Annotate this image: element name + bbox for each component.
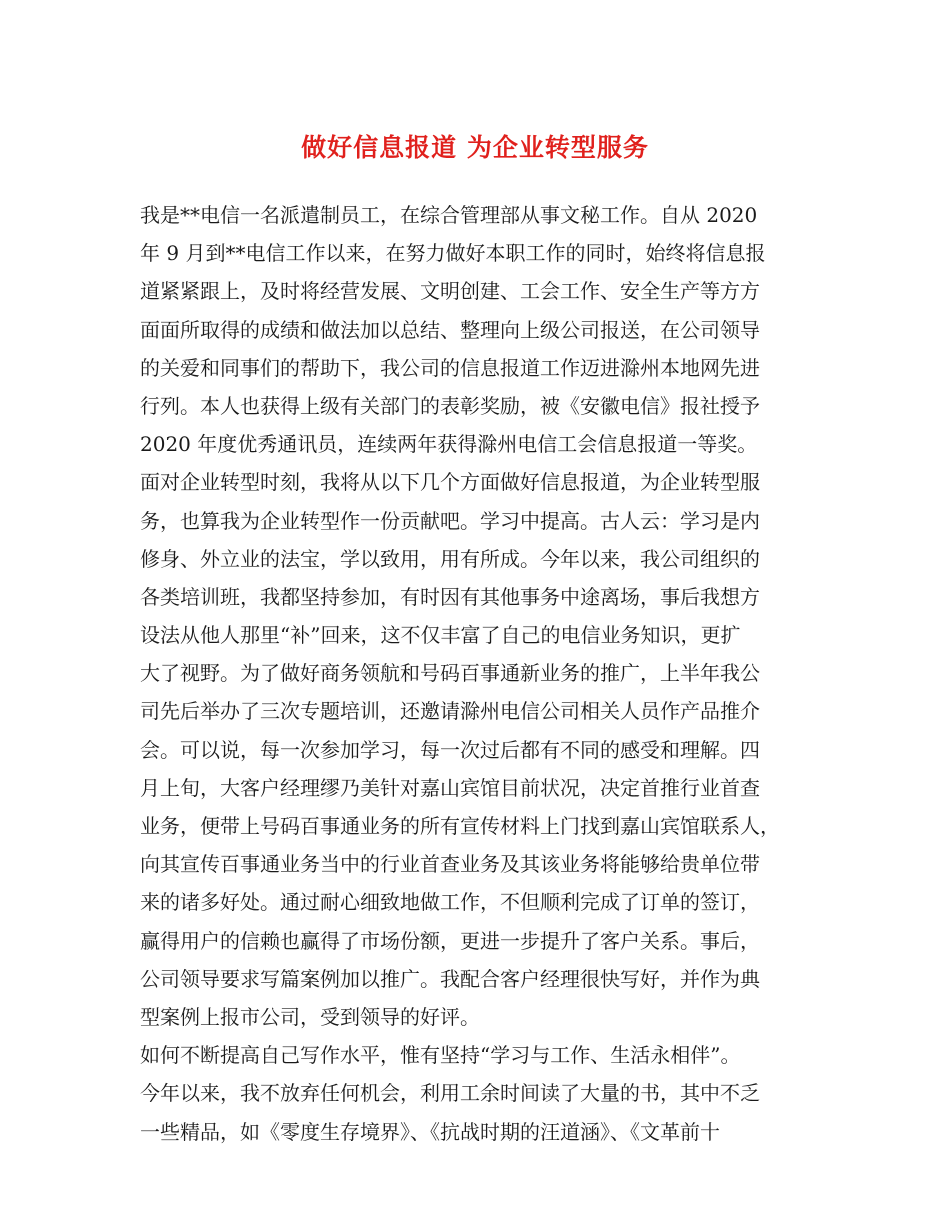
paragraph-line: 向其宣传百事通业务当中的行业首查业务及其该业务将能够给贵单位带 <box>140 852 760 877</box>
paragraph-line: 各类培训班，我都坚持参加，有时因有其他事务中途离场，事后我想方 <box>140 584 760 609</box>
paragraph-line: 大了视野。为了做好商务领航和号码百事通新业务的推广，上半年我公 <box>140 661 760 686</box>
paragraph-line: 会。可以说，每一次参加学习，每一次过后都有不同的感受和理解。四 <box>140 737 760 762</box>
paragraph-line: 我是**电信一名派遣制员工，在综合管理部从事文秘工作。自从 2020 <box>140 203 758 227</box>
paragraph-line: 年 9 月到**电信工作以来，在努力做好本职工作的同时，始终将信息报 <box>140 241 766 266</box>
paragraph-line: 来的诸多好处。通过耐心细致地做工作，不但顺利完成了订单的签订， <box>140 890 760 915</box>
paragraph-line: 2020 年度优秀通讯员，连续两年获得滁州电信工会信息报道一等奖。 <box>140 432 758 457</box>
document-body <box>140 196 812 1151</box>
paragraph-line: 的关爱和同事们的帮助下，我公司的信息报道工作迈进滁州本地网先进 <box>140 355 760 380</box>
paragraph-line: 公司领导要求写篇案例加以推广。我配合客户经理很快写好，并作为典 <box>140 966 760 991</box>
paragraph-line: 型案例上报市公司，受到领导的好评。 <box>140 1004 480 1029</box>
paragraph-line: 修身、外立业的法宝，学以致用，用有所成。今年以来，我公司组织的 <box>140 546 760 571</box>
paragraph-line: 赢得用户的信赖也赢得了市场份额，更进一步提升了客户关系。事后， <box>140 928 760 953</box>
paragraph-line: 一些精品，如《零度生存境界》、《抗战时期的汪道涵》、《文革前十 <box>140 1119 720 1144</box>
paragraph-line: 如何不断提高自己写作水平，惟有坚持“学习与工作、生活永相伴”。 <box>140 1043 741 1068</box>
document-title: 做好信息报道 为企业转型服务 <box>301 133 649 162</box>
paragraph-line: 面面所取得的成绩和做法加以总结、整理向上级公司报送，在公司领导 <box>140 317 760 342</box>
paragraph-line: 行列。本人也获得上级有关部门的表彰奖励，被《安徽电信》报社授予 <box>140 393 760 418</box>
paragraph-line: 道紧紧跟上，及时将经营发展、文明创建、工会工作、安全生产等方方 <box>140 279 760 304</box>
paragraph-line: 务，也算我为企业转型作一份贡献吧。学习中提高。古人云：学习是内 <box>140 508 760 533</box>
paragraph-line: 业务，便带上号码百事通业务的所有宣传材料上门找到嘉山宾馆联系人， <box>140 814 780 838</box>
paragraph-line: 司先后举办了三次专题培训，还邀请滁州电信公司相关人员作产品推介 <box>140 699 760 724</box>
paragraph-line: 今年以来，我不放弃任何机会，利用工余时间读了大量的书，其中不乏 <box>140 1081 760 1106</box>
paragraph-line: 面对企业转型时刻，我将从以下几个方面做好信息报道，为企业转型服 <box>140 470 760 495</box>
paragraph-line: 设法从他人那里“补”回来，这不仅丰富了自己的电信业务知识，更扩 <box>140 623 741 648</box>
paragraph-line: 月上旬，大客户经理缪乃美针对嘉山宾馆目前状况，决定首推行业首查 <box>140 775 760 800</box>
